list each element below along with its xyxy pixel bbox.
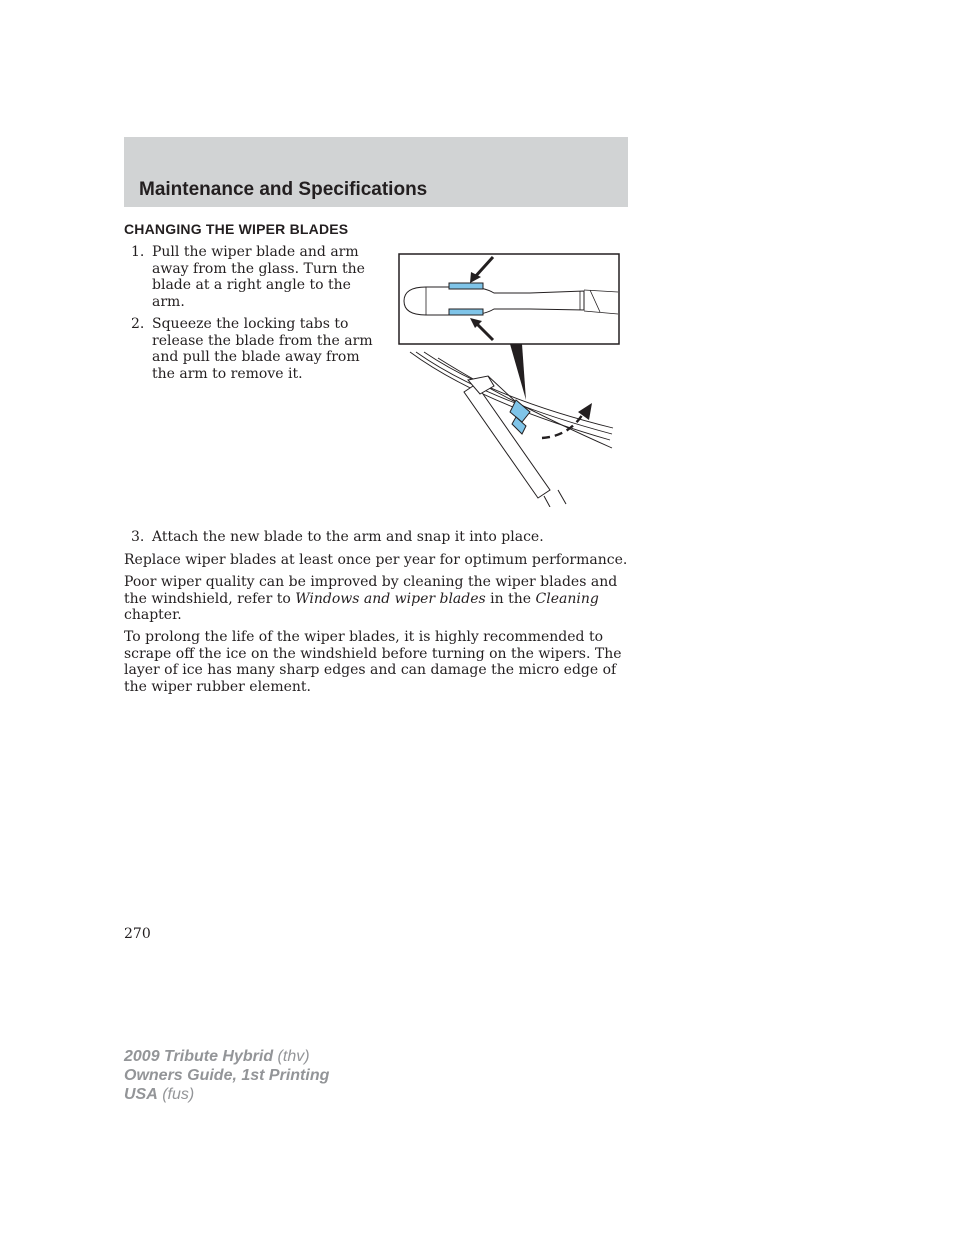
cross-reference-cleaning: Cleaning: [535, 590, 599, 607]
paragraph-ice-warning: To prolong the life of the wiper blades, it is highly recommended to scrape off the ice on the windshield before turning on the wipers. The layer of ice has many sharp edges and can damage the micro edge of the wiper rubber element.: [124, 629, 622, 695]
step-text: Attach the new blade to the arm and snap it into place.: [152, 529, 544, 545]
locking-tab-bottom: [449, 309, 483, 315]
section-heading: CHANGING THE WIPER BLADES: [124, 221, 349, 237]
step-text: Squeeze the locking tabs to release the blade from the arm and pull the blade away from the arm to remove it.: [152, 316, 373, 382]
header-band: [124, 137, 628, 207]
step-text: Pull the wiper blade and arm away from the glass. Turn the blade at a right angle to the arm.: [152, 244, 365, 310]
chapter-title: Maintenance and Specifications: [139, 179, 428, 200]
inset-box: [399, 254, 619, 344]
callout-wedge: [510, 344, 526, 400]
paragraph-replace-interval: Replace wiper blades at least once per year for optimum performance.: [124, 552, 628, 568]
wiper-arm: [464, 384, 550, 498]
step-number: 2.: [131, 316, 145, 332]
paragraph-wiper-quality: Poor wiper quality can be improved by cleaning the wiper blades and the windshield, refer to Windows and wiper blades in the Cleaning chapter.: [124, 574, 618, 623]
cross-reference-windows: Windows and wiper blades: [295, 590, 486, 607]
wiper-blade-illustration: [398, 252, 622, 507]
blade-connector: [510, 400, 530, 422]
step-number: 3.: [131, 529, 145, 545]
page-number: 270: [124, 926, 151, 942]
locking-tab-top: [449, 283, 483, 289]
document-footer: 2009 Tribute Hybrid (thv) Owners Guide, 1st Printing USA (fus): [124, 1048, 330, 1103]
step-number: 1.: [131, 244, 145, 260]
